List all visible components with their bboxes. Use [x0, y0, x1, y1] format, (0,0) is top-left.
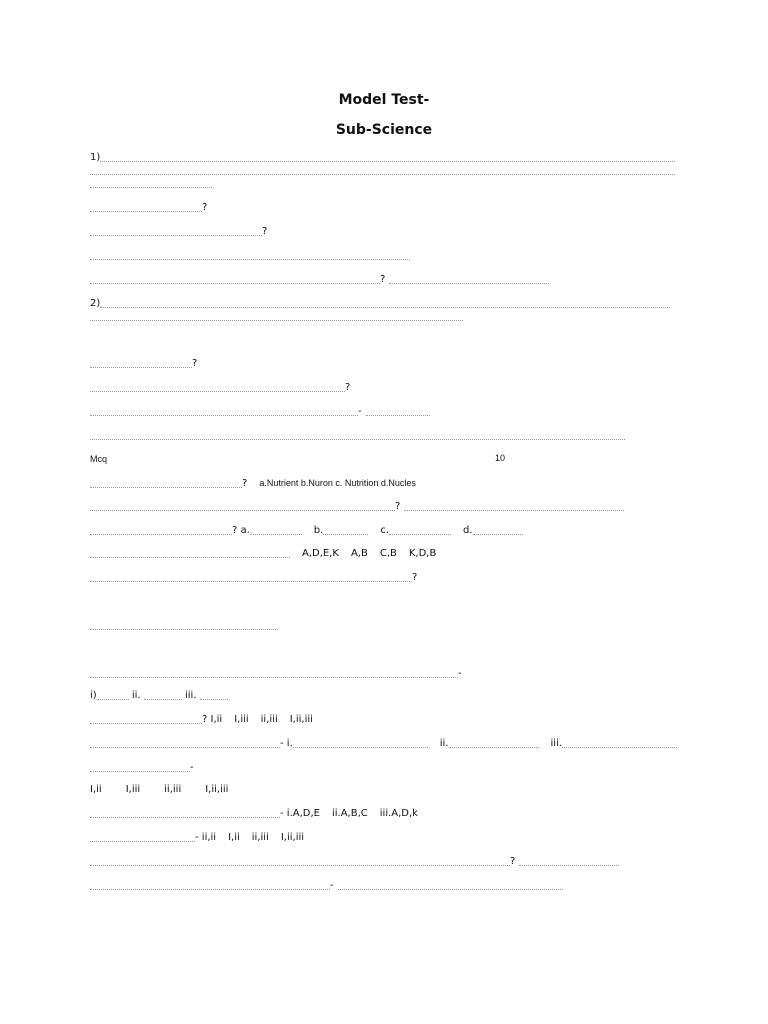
unreadable-text	[90, 383, 345, 392]
unreadable-text	[389, 275, 549, 284]
question-1-part-a: ?	[90, 201, 207, 214]
mcq-2: ?	[90, 500, 624, 513]
unreadable-text	[100, 153, 675, 162]
unreadable-text	[338, 881, 563, 890]
unreadable-text	[90, 312, 463, 321]
question-1-stem	[90, 151, 675, 164]
page-title: Model Test-	[338, 92, 430, 108]
question-2-stem-line-2	[90, 310, 463, 323]
page-subtitle: Sub-Science	[335, 122, 433, 138]
unreadable-text	[90, 573, 412, 582]
mcq-9: ?	[90, 855, 619, 868]
mcq-6-answers: ? I,ii I,iii ii,iii I,ii,iii	[90, 713, 313, 726]
unreadable-text	[90, 431, 625, 440]
question-1-number: 1)	[90, 152, 101, 163]
mcq-6: -	[90, 667, 462, 680]
unreadable-text	[90, 407, 358, 416]
question-1-stem-line-2	[90, 164, 675, 177]
question-1-stem-line-3	[90, 177, 212, 190]
question-1-part-b: ?	[90, 225, 267, 238]
mcq-7-answers: I,ii I,iii ii,iii I,ii,iii	[90, 784, 229, 795]
question-2-number: 2)	[90, 298, 101, 309]
unreadable-text	[90, 179, 212, 188]
mcq-8-answers: - ii,ii I,ii ii,iii I,ii,iii	[90, 831, 304, 844]
mcq-10: -	[90, 879, 563, 892]
mcq-7: - i. ii. iii.	[90, 737, 677, 750]
unreadable-text	[90, 621, 276, 630]
unreadable-text	[90, 857, 510, 866]
unreadable-text	[90, 479, 242, 488]
question-2-part-b: ?	[90, 381, 350, 394]
unreadable-text	[100, 299, 670, 308]
mcq-marks: 10	[495, 453, 506, 463]
question-2-part-a: ?	[90, 357, 197, 370]
unreadable-text	[90, 227, 262, 236]
unreadable-text	[90, 203, 202, 212]
unreadable-text	[90, 166, 675, 175]
unreadable-text	[90, 359, 192, 368]
mcq-3: ? a. b. c. d.	[90, 524, 523, 537]
question-2-stem	[90, 297, 670, 310]
unreadable-text	[519, 857, 619, 866]
unreadable-text	[90, 739, 280, 748]
question-2-part-c: -	[90, 405, 430, 418]
unreadable-text	[404, 502, 624, 511]
unreadable-text	[90, 881, 330, 890]
mcq-1: ? a.Nutrient b.Nuron c. Nutrition d.Nucles	[90, 477, 416, 490]
unreadable-text	[90, 502, 395, 511]
mcq-5: ?	[90, 571, 417, 584]
unreadable-text	[366, 407, 430, 416]
mcq-4: A,D,E,K A,B C,B K,D,B	[90, 547, 436, 560]
unreadable-text	[90, 809, 280, 818]
mcq-6-items: i) ii. iii.	[90, 689, 228, 702]
unreadable-text	[90, 526, 232, 535]
question-1-part-c	[90, 249, 410, 262]
unreadable-text	[90, 669, 458, 678]
unreadable-text	[90, 251, 410, 260]
mcq-8: - i.A,D,E ii.A,B,C iii.A,D,k	[90, 807, 418, 820]
unreadable-text	[90, 763, 190, 772]
mcq-5-options	[90, 619, 276, 632]
question-1-part-d: ?	[90, 273, 549, 286]
mcq-heading: Mcq	[90, 454, 108, 464]
question-2-part-d	[90, 429, 625, 442]
unreadable-text	[90, 275, 380, 284]
mcq-7-line-2: -	[90, 761, 194, 774]
unreadable-text	[90, 715, 202, 724]
unreadable-text	[90, 833, 195, 842]
unreadable-text	[90, 549, 290, 558]
